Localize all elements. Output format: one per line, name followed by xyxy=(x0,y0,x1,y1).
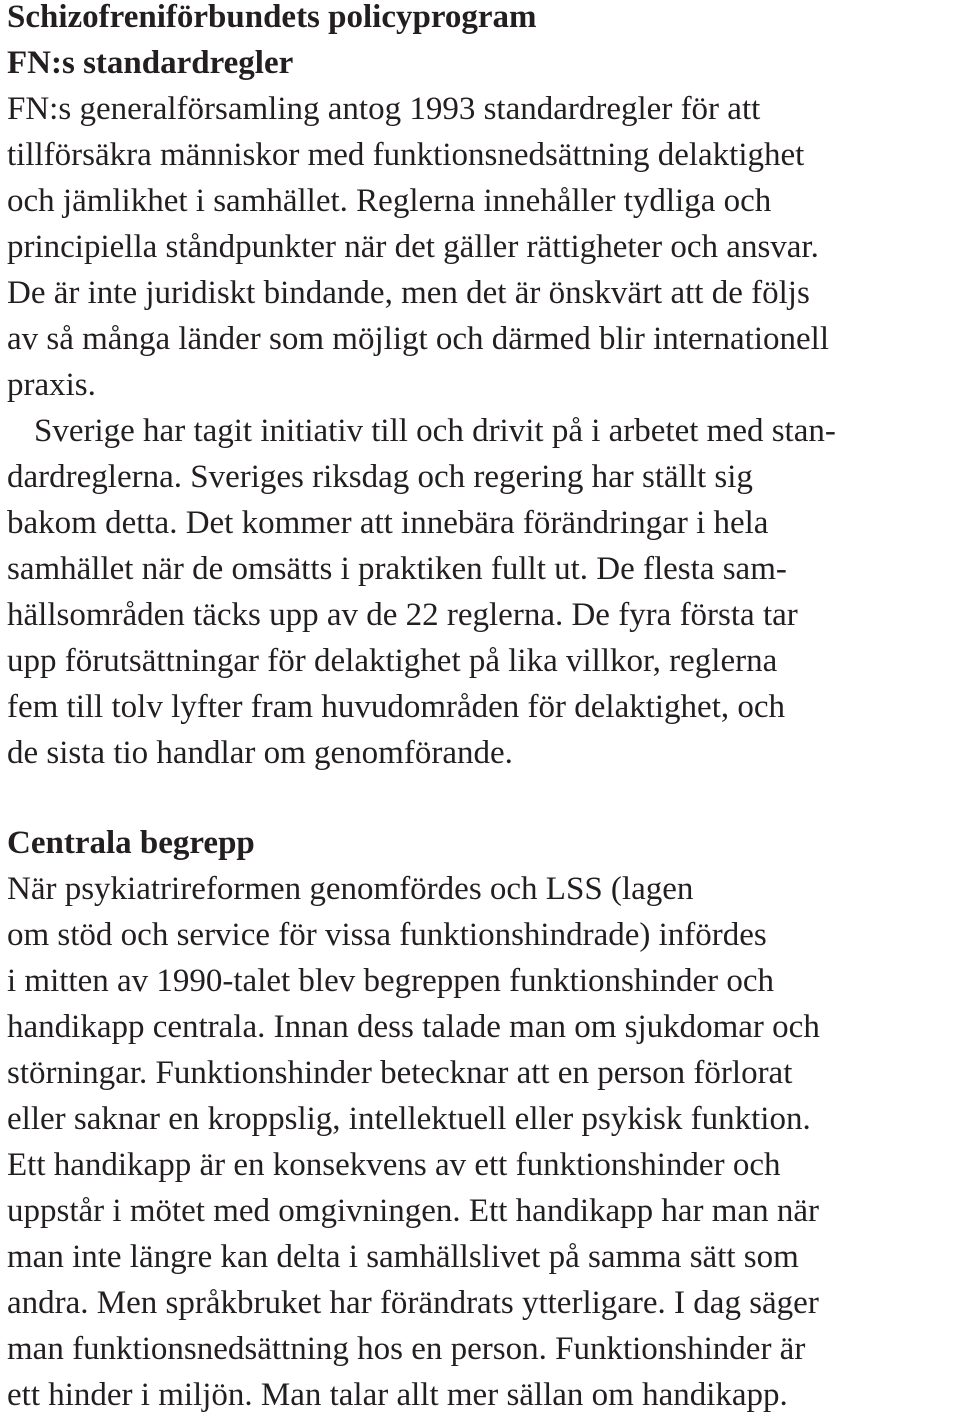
text-line: i mitten av 1990-talet blev begreppen funktionshinder och xyxy=(7,963,775,999)
section-centrala-begrepp xyxy=(7,820,820,1418)
text-line: de sista tio handlar om genomförande. xyxy=(7,735,513,771)
paragraph xyxy=(7,866,820,1418)
section-heading: Centrala begrepp xyxy=(7,825,255,861)
text-line: eller saknar en kroppslig, intellektuell eller psykisk funktion. xyxy=(7,1101,811,1137)
text-line: Sverige har tagit initiativ till och drivit på i arbetet med stan- xyxy=(34,413,836,449)
text-line: tillförsäkra människor med funktionsnedsättning delaktighet xyxy=(7,137,805,173)
text-line: hällsområden täcks upp av de 22 reglerna. De fyra första tar xyxy=(7,597,798,633)
text-line: praxis. xyxy=(7,367,96,403)
text-line: upp förutsättningar för delaktighet på lika villkor, reglerna xyxy=(7,643,778,679)
text-line: bakom detta. Det kommer att innebära förändringar i hela xyxy=(7,505,769,541)
paragraph xyxy=(7,86,836,408)
text-line: andra. Men språkbruket har förändrats ytterligare. I dag säger xyxy=(7,1285,819,1321)
text-line: principiella ståndpunkter när det gäller rättigheter och ansvar. xyxy=(7,229,819,265)
text-line: FN:s generalförsamling antog 1993 standardregler för att xyxy=(7,91,761,127)
text-line: uppstår i mötet med omgivningen. Ett handikapp har man när xyxy=(7,1193,819,1229)
text-line: handikapp centrala. Innan dess talade man om sjukdomar och xyxy=(7,1009,820,1045)
paragraph xyxy=(7,408,836,776)
document-title: Schizofreniförbundets policyprogram xyxy=(7,0,537,35)
text-line: och jämlikhet i samhället. Reglerna innehåller tydliga och xyxy=(7,183,772,219)
text-line: Ett handikapp är en konsekvens av ett funktionshinder och xyxy=(7,1147,781,1183)
text-line: om stöd och service för vissa funktionshindrade) infördes xyxy=(7,917,767,953)
section-fn-standardregler xyxy=(7,0,836,776)
text-line: störningar. Funktionshinder betecknar att en person förlorat xyxy=(7,1055,793,1091)
text-line: dardreglerna. Sveriges riksdag och regering har ställt sig xyxy=(7,459,753,495)
text-line: samhället när de omsätts i praktiken fullt ut. De flesta sam- xyxy=(7,551,787,587)
text-line: De är inte juridiskt bindande, men det är önskvärt att de följs xyxy=(7,275,810,311)
text-line: man funktionsnedsättning hos en person. Funktionshinder är xyxy=(7,1331,806,1367)
text-line: av så många länder som möjligt och därmed blir internationell xyxy=(7,321,830,357)
text-line: fem till tolv lyfter fram huvudområden för delaktighet, och xyxy=(7,689,786,725)
text-line: När psykiatrireformen genomfördes och LSS (lagen xyxy=(7,871,694,907)
text-line: man inte längre kan delta i samhällslivet på samma sätt som xyxy=(7,1239,799,1275)
text-line: ett hinder i miljön. Man talar allt mer sällan om handikapp. xyxy=(7,1377,788,1413)
section-heading: FN:s standardregler xyxy=(7,45,294,81)
